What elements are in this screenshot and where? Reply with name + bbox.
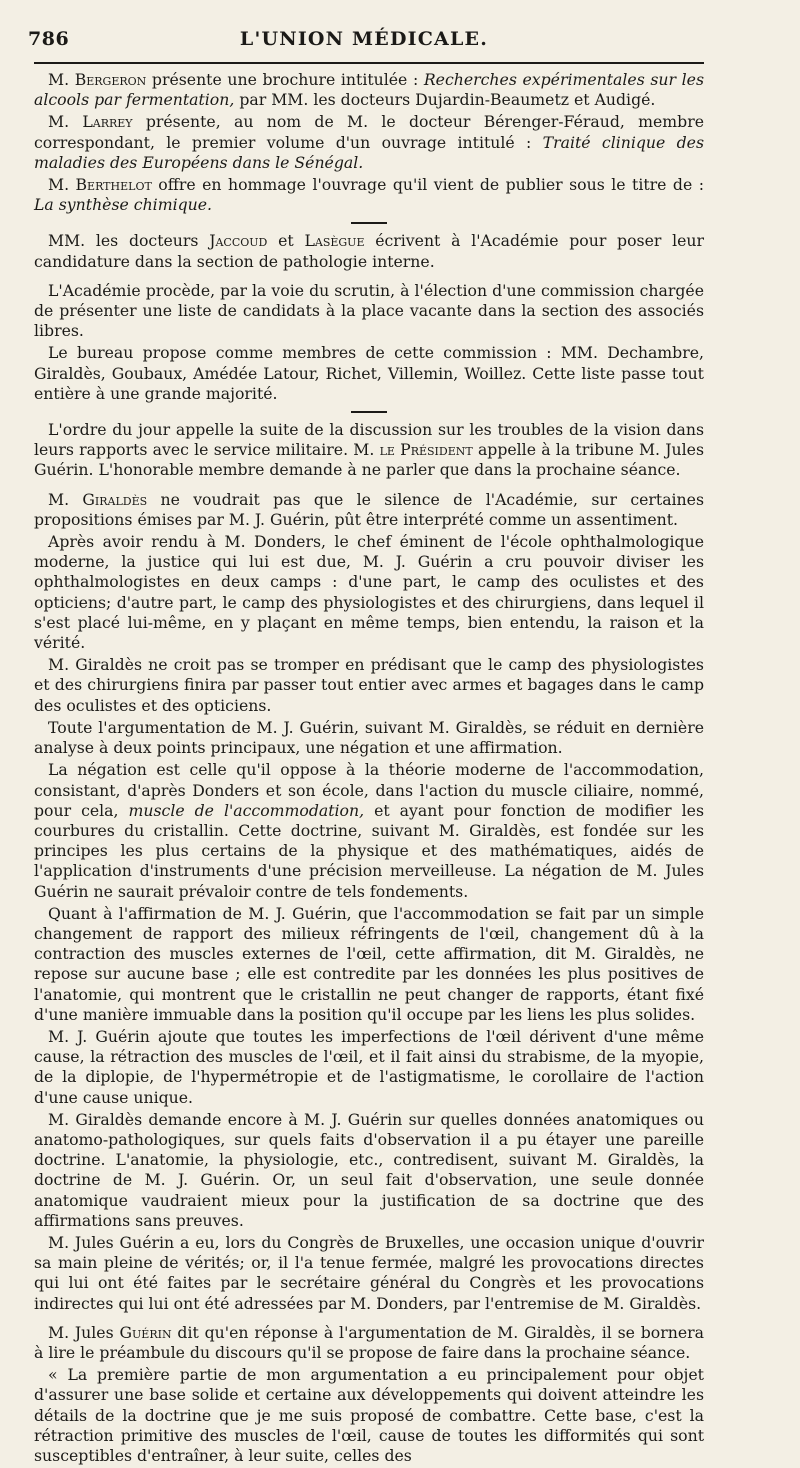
paragraph-donnees-anatomiques: M. Giraldès demande encore à M. J. Guérin sur quelles données anatomiques ou anatomo-pathologiques, sur quels faits d'observation il a pu étayer une pareille doctrine. L'anatomie, la physiologie, etc., contredisent, suivant M. Giraldès, la doctrine de M. J. Guérin. Or, un seul fait d'observation, une seule donnée anatomique vaudraient mieux pour la justification de sa doctrine que des affirmations sans preuves. — [34, 1109, 704, 1230]
paragraph-candidatures: MM. les docteurs Jaccoud et Lasègue écrivent à l'Académie pour poser leur candidature dans la section de pathologie interne. — [34, 231, 705, 271]
paragraph-preambule-quote: « La première partie de mon argumentation a eu principalement pour objet d'assurer une base solide et certaine aux développements qui doivent atteindre les détails de la doctrine que je me suis proposé de combattre. Cette base, c'est la rétraction primitive des muscles de l'œil, cause de toutes les difformités qui sont susceptibles d'entraîner, à leur suite, celles des — [34, 1365, 704, 1465]
header-rule — [34, 62, 704, 64]
paragraph-bergeron: M. Bergeron présente une brochure intitulée : Recherches expérimentales sur les alcools par fermentation, par MM. les docteurs Dujardin-Beaumetz et Audigé. — [34, 70, 704, 110]
paragraph-giraldes-silence: M. Giraldès ne voudrait pas que le silence de l'Académie, sur certaines propositions émises par M. J. Guérin, pût être interprété comme un assentiment. — [34, 489, 704, 529]
section-separator — [351, 411, 387, 413]
paragraph-larrey: M. Larrey présente, au nom de M. le docteur Bérenger-Féraud, membre correspondant, le premier volume d'un ouvrage intitulé : Traité clinique des maladies des Européens dans le Sénégal. — [34, 112, 705, 172]
running-title: L'UNION MÉDICALE. — [239, 28, 489, 50]
paragraph-berthelot: M. Berthelot offre en hommage l'ouvrage qu'il vient de publier sous le titre de : La synthèse chimique. — [34, 175, 704, 215]
paragraph-negation: La négation est celle qu'il oppose à la théorie moderne de l'accommodation, consistant, d'après Donders et son école, dans l'action du muscle ciliaire, nommé, pour cela, muscle de l'accommodation, et ayant pour fonction de modifier les courbures du cristallin. Cette doctrine, suivant M. Giraldès, est fondée sur les principes les plus certains de la physique et des mathématiques, aidés de l'application d'instruments d'une précision merveilleuse. La négation de M. Jules Guérin ne saurait prévaloir contre de tels fondements. — [34, 760, 705, 901]
section-separator — [351, 222, 387, 224]
article-body — [34, 70, 704, 1468]
paragraph-ordre-du-jour: L'ordre du jour appelle la suite de la discussion sur les troubles de la vision dans leurs rapports avec le service militaire. M. le Président appelle à la tribune M. Jules Guérin. L'honorable membre demande à ne parler que dans la prochaine séance. — [34, 420, 704, 480]
paragraph-guerin-reponse: M. Jules Guérin dit qu'en réponse à l'argumentation de M. Giraldès, il se bornera à lire le préambule du discours qu'il se propose de faire dans la prochaine séance. — [34, 1322, 704, 1362]
page-header — [24, 28, 704, 58]
page-number: 786 — [28, 28, 70, 50]
paragraph-camps: M. Giraldès ne croit pas se tromper en prédisant que le camp des physiologistes et des chirurgiens finira par passer tout entier avec armes et bagages dans le camp des oculistes et des opticiens. — [34, 655, 704, 715]
paragraph-commission: Le bureau propose comme membres de cette commission : MM. Dechambre, Giraldès, Goubaux, Amédée Latour, Richet, Villemin, Woillez. Cette liste passe tout entière à une grande majorité. — [34, 343, 704, 403]
paragraph-affirmation: Quant à l'affirmation de M. J. Guérin, que l'accommodation se fait par un simple changement de rapport des milieux réfringents de l'œil, changement dû à la contraction des muscles externes de l'œil, cette affirmation, dit M. Giraldès, ne repose sur aucune base ; elle est contredite par les données les plus positives de l'anatomie, qui montrent que le cristallin ne peut changer de rapports, étant fixé d'une manière immuable dans la position qu'il occupe par les liens les plus solides. — [34, 903, 704, 1024]
paragraph-donders: Après avoir rendu à M. Donders, le chef éminent de l'école ophthalmologique moderne, la justice qui lui est due, M. J. Guérin a cru pouvoir diviser les ophthalmologistes en deux camps : d'une part, le camp des oculistes et des opticiens; d'autre part, le camp des physiologistes et des chirurgiens, dans lequel il s'est placé lui-même, en y plaçant en même temps, bien entendu, la raison et la vérité. — [34, 532, 704, 653]
paragraph-scrutin: L'Académie procède, par la voie du scrutin, à l'élection d'une commission chargée de présenter une liste de candidats à la place vacante dans la section des associés libres. — [34, 280, 704, 341]
paragraph-argumentation: Toute l'argumentation de M. J. Guérin, suivant M. Giraldès, se réduit en dernière analyse à deux points principaux, une négation et une affirmation. — [34, 717, 704, 758]
paragraph-imperfections: M. J. Guérin ajoute que toutes les imperfections de l'œil dérivent d'une même cause, la rétraction des muscles de l'œil, et il fait ainsi du strabisme, de la myopie, de la diplopie, de l'hypermétropie et de l'astigmatisme, le corollaire de l'action d'une cause unique. — [34, 1026, 704, 1107]
paragraph-congres-bruxelles: M. Jules Guérin a eu, lors du Congrès de Bruxelles, une occasion unique d'ouvrir sa main pleine de vérités; or, il l'a tenue fermée, malgré les provocations directes qui lui ont été faites par le secrétaire général du Congrès et les provocations indirectes qui lui ont été adressées par M. Donders, par l'entremise de M. Giraldès. — [34, 1232, 704, 1313]
